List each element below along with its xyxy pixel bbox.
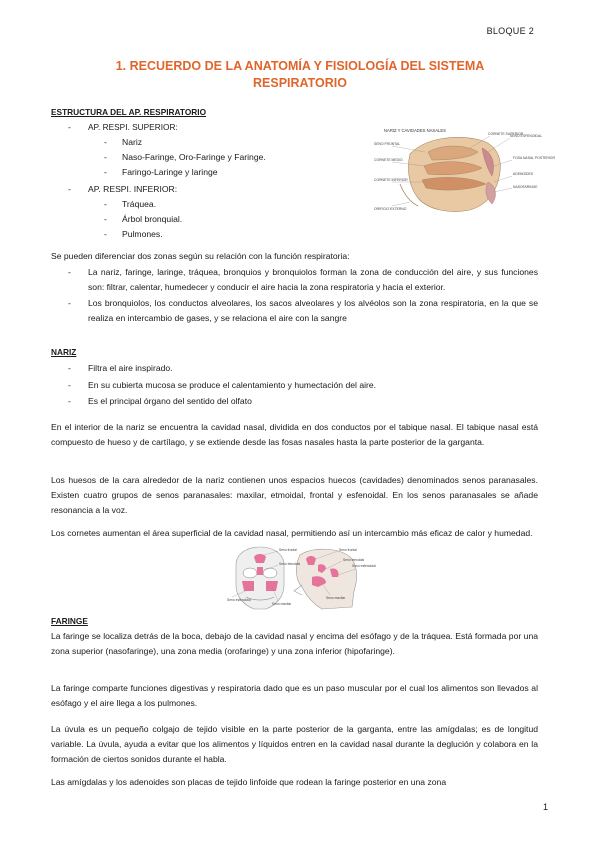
nariz-paragraph-3: Los cornetes aumentan el área superficial de la cavidad nasal, permitiendo así un intercambio más eficaz de calor y humedad. (51, 528, 533, 538)
superior-sub-item: - Naso-Faringe, Oro-Faringe y Faringe. (104, 152, 266, 162)
faringe-heading: FARINGE (51, 616, 88, 626)
list-item: - En su cubierta mucosa se produce el calentamiento y humectación del aire. (68, 378, 538, 393)
superior-item (68, 120, 178, 135)
svg-text:ADENOIDES: ADENOIDES (513, 172, 533, 176)
svg-text:SENO ESFENOIDAL: SENO ESFENOIDAL (510, 134, 543, 138)
svg-text:CORNETE INFERIOR: CORNETE INFERIOR (374, 178, 408, 182)
inferior-label: AP. RESPI. INFERIOR: (88, 184, 178, 194)
svg-text:CORNETE SUPERIOR: CORNETE SUPERIOR (488, 132, 524, 136)
svg-text:Seno frontal: Seno frontal (279, 548, 297, 552)
estructura-heading: ESTRUCTURA DEL AP. RESPIRATORIO (51, 107, 207, 117)
faringe-paragraph-2: La faringe comparte funciones digestivas y respiratoria dado que es un paso muscular por el cual los alimentos son llevados al esófago y el aire llega a los pulmones. (51, 683, 538, 709)
dash-marker: - (68, 122, 71, 132)
nariz-paragraph-1: En el interior de la nariz se encuentra la cavidad nasal, dividida en dos conductos por el tabique nasal. El tabique nasal está compuesto de hueso y de cartílago, y se extiende desde las fosas nasales hasta la parte posterior de la garganta. (51, 422, 538, 448)
zonas-intro: Se pueden diferenciar dos zonas según su relación con la función respiratoria: (51, 251, 350, 261)
svg-text:CORNETE MEDIO: CORNETE MEDIO (374, 158, 403, 162)
sinuses-figure (226, 545, 376, 613)
page-number: 1 (542, 802, 548, 812)
nasal-cavity-figure (370, 124, 555, 216)
superior-label: AP. RESPI. SUPERIOR: (88, 122, 178, 132)
superior-sub-item: - Faringo-Laringe y laringe (104, 167, 218, 177)
dash-marker: - (68, 184, 71, 194)
inferior-sub-item: - Pulmones. (104, 229, 163, 239)
svg-text:Seno maxilar: Seno maxilar (326, 596, 346, 600)
svg-text:Seno maxilar: Seno maxilar (272, 602, 292, 606)
list-item: - La nariz, faringe, laringe, tráquea, bronquios y bronquiolos forman la zona de conducción del aire, y sus funciones son: filtrar, calentar, humedecer y conducir el aire hacia la zona respiratoria y hacia el exterior. (68, 265, 538, 294)
svg-text:Seno esfenoidal: Seno esfenoidal (227, 598, 251, 602)
block-header: BLOQUE 2 (486, 26, 534, 36)
svg-text:Seno esfenoidal: Seno esfenoidal (352, 564, 376, 568)
nariz-heading: NARIZ (51, 347, 77, 357)
nariz-paragraph-2: Los huesos de la cara alrededor de la nariz contienen unos espacios huecos (cavidades) denominados senos paranasales. Existen cuatro grupos de senos paranasales: maxilar, etmoidal, frontal y esfenoidal. En los senos paranasales se añade resonancia a la voz. (51, 475, 538, 516)
page-title (60, 58, 540, 92)
list-item: - Filtra el aire inspirado. (68, 361, 538, 376)
svg-text:Seno frontal: Seno frontal (339, 548, 357, 552)
svg-text:FOSA NASAL POSTERIOR: FOSA NASAL POSTERIOR (513, 156, 555, 160)
figure1-title: NARIZ Y CAVIDADES NASALES (384, 128, 446, 133)
faringe-paragraph-3: La úvula es un pequeño colgajo de tejido visible en la parte posterior de la garganta, entre las amígdalas; es de longitud variable. La úvula, ayuda a evitar que los alimentos y líquidos entren en la cavidad nasal durante la deglución y colabora en la formación de ciertos sonidos durante el habla. (51, 724, 538, 765)
faringe-paragraph-1: La faringe se localiza detrás de la boca, debajo de la cavidad nasal y encima del esófago y de la tráquea. Está formada por una zona superior (nasofaringe), una zona media (orofaringe) y una zona inferior (hipofaringe). (51, 631, 538, 657)
list-item: - Es el principal órgano del sentido del olfato (68, 394, 538, 409)
zonas-list (68, 265, 538, 325)
svg-text:NASOFARINGE: NASOFARINGE (513, 185, 538, 189)
svg-text:ORIFICIO EXTERNO: ORIFICIO EXTERNO (374, 207, 407, 211)
list-item: - Los bronquiolos, los conductos alveolares, los sacos alveolares y los alvéolos son la zona respiratoria, en la que se realiza en intercambio de gases, y se relaciona el aire con la sangre (68, 296, 538, 325)
inferior-sub-item: - Tráquea. (104, 199, 157, 209)
inferior-item (68, 182, 178, 197)
svg-text:SENO FRONTAL: SENO FRONTAL (374, 142, 401, 146)
superior-sub-item: - Nariz (104, 137, 143, 147)
faringe-paragraph-4: Las amígdalas y los adenoides son placas de tejido linfoide que rodean la faringe posterior en una zona (51, 777, 447, 787)
svg-text:Seno etmoidal: Seno etmoidal (279, 562, 301, 566)
title-line-2: RESPIRATORIO (253, 76, 347, 90)
inferior-sub-item: - Árbol bronquial. (104, 214, 183, 224)
svg-text:Seno etmoidal: Seno etmoidal (343, 558, 365, 562)
title-line-1: 1. RECUERDO DE LA ANATOMÍA Y FISIOLOGÍA DEL SISTEMA (115, 59, 485, 73)
nariz-list (68, 361, 538, 409)
